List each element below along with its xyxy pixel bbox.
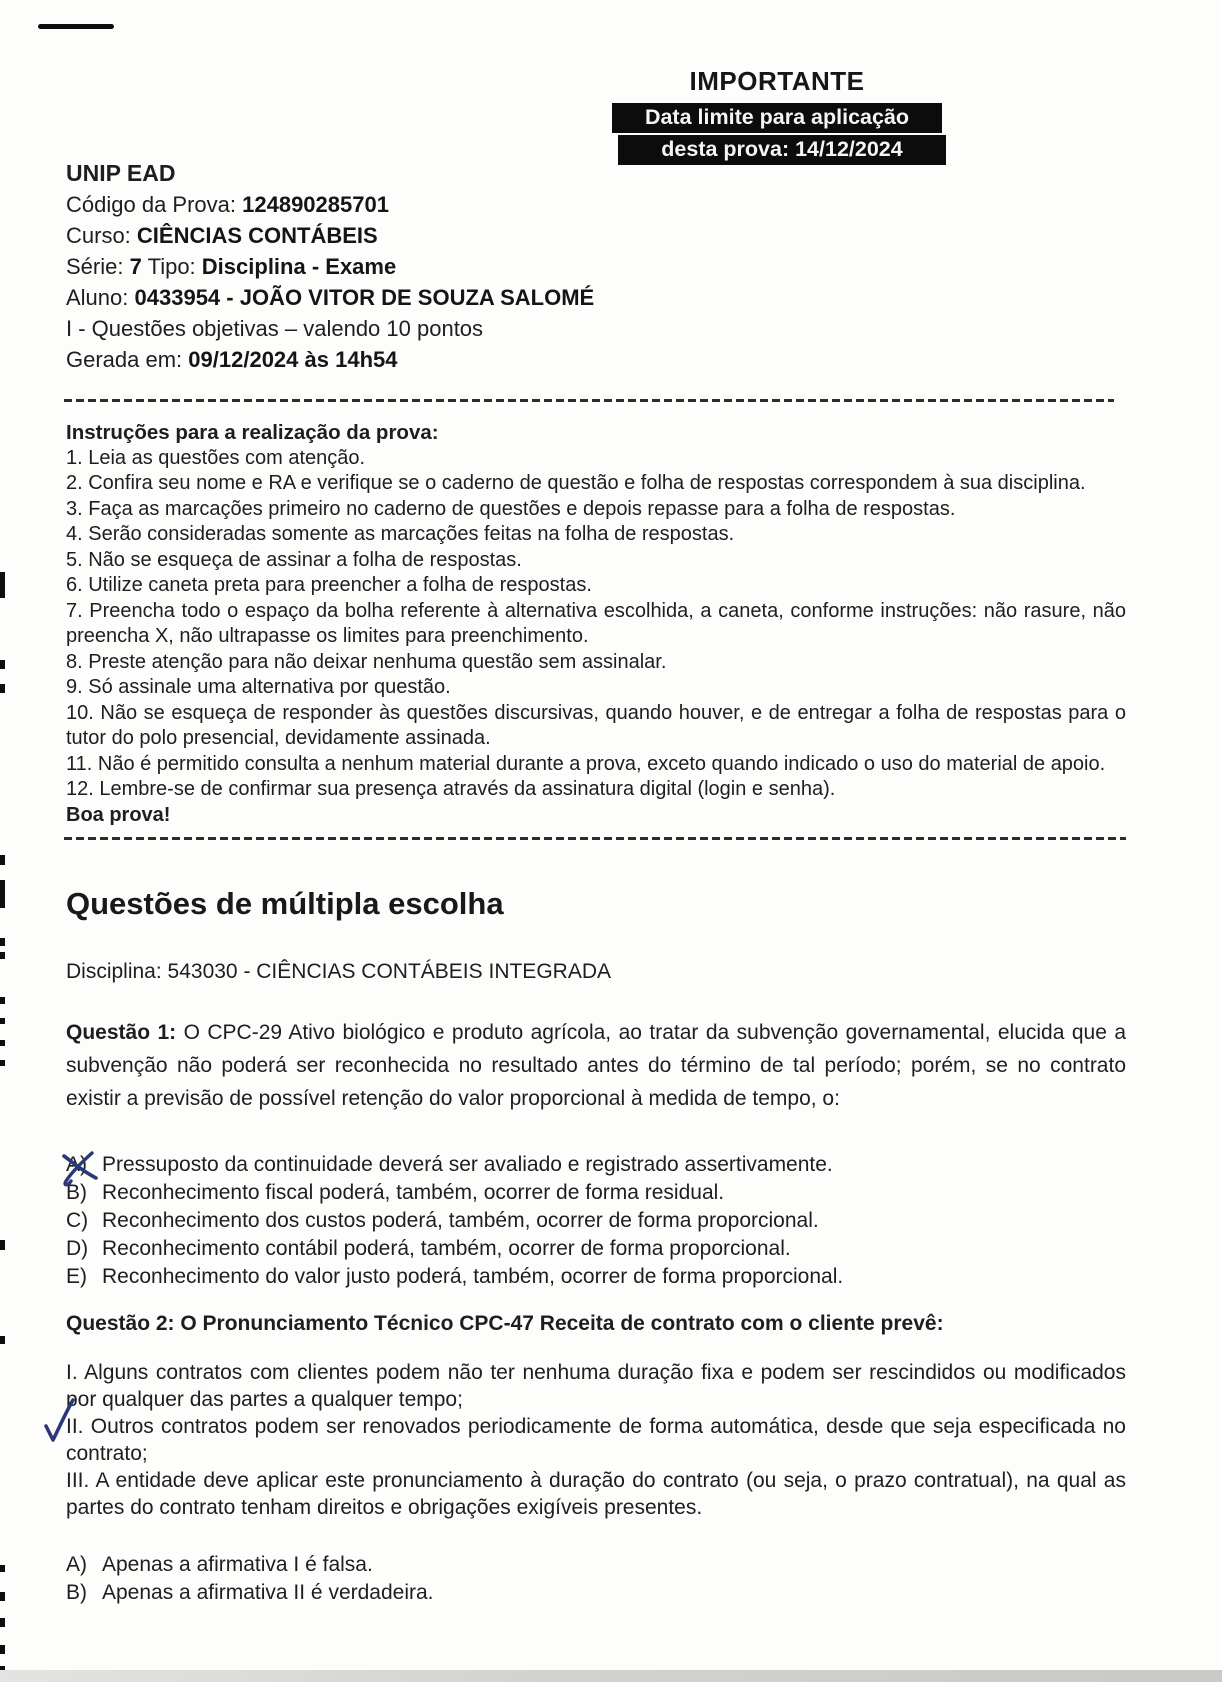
type-label: Tipo: (147, 254, 196, 279)
question-1-text: O CPC-29 Ativo biológico e produto agrícola, ao tratar da subvenção governamental, elucida que a subvenção não poderá ser reconhecida no resultado antes do término de tal período; porém, se no contrato existir a previsão de possível retenção do valor proporcional à medida de tempo, o: (66, 1021, 1126, 1110)
option-c (66, 1207, 1126, 1235)
scan-artifact (0, 1018, 5, 1024)
question-2-options (66, 1551, 1126, 1606)
student-label: Aluno: (66, 285, 129, 310)
scan-artifact (0, 855, 5, 865)
dashed-separator (64, 837, 1126, 840)
scan-artifact (0, 572, 5, 598)
type-value: Disciplina - Exame (201, 254, 397, 279)
option-a (66, 1151, 1126, 1179)
course-line (66, 220, 594, 251)
instruction-item: 1. Leia as questões com atenção. (66, 446, 366, 469)
option-d (66, 1235, 1126, 1263)
option-text: Apenas a afirmativa I é falsa. (102, 1553, 373, 1576)
option-letter: E) (66, 1265, 87, 1288)
scan-artifact (0, 880, 5, 908)
scan-artifact (0, 938, 5, 946)
section-heading: Questões de múltipla escolha (66, 886, 504, 921)
series-value: 7 (129, 254, 142, 279)
statement-iii: III. A entidade deve aplicar este pronunciamento à duração do contrato (ou seja, o prazo contratual), na qual as partes do contrato tenham direitos e obrigações exigíveis presentes. (66, 1469, 1126, 1519)
instruction-item: 2. Confira seu nome e RA e verifique se o caderno de questão e folha de respostas correspondem à sua disciplina. (66, 472, 1086, 494)
instruction-item: 10. Não se esqueça de responder às questões discursivas, quando houver, e de entregar a folha de respostas para o tutor do polo presencial, devidamente assinada. (66, 701, 1126, 749)
instruction-item: 6. Utilize caneta preta para preencher a folha de respostas. (66, 574, 592, 596)
student-value: 0433954 - JOÃO VITOR DE SOUZA SALOMÉ (134, 285, 595, 310)
option-a (66, 1551, 1126, 1579)
deadline-line-1: Data limite para aplicação (612, 103, 942, 133)
instruction-item: 11. Não é permitido consulta a nenhum material durante a prova, exceto quando indicado o uso do material de apoio. (66, 752, 1106, 775)
generated-line (66, 344, 594, 375)
question-1-statement (66, 1016, 1126, 1115)
series-type-line (66, 251, 594, 282)
exam-code-line (66, 189, 594, 220)
discipline-line: Disciplina: 543030 - CIÊNCIAS CONTÁBEIS INTEGRADA (66, 960, 611, 983)
question-1-options (66, 1151, 1126, 1291)
generated-label: Gerada em: (66, 347, 183, 372)
scan-artifact (0, 1040, 5, 1046)
important-heading: IMPORTANTE (689, 66, 865, 96)
dashed-separator (64, 399, 1114, 402)
instructions-closing: Boa prova! (66, 803, 171, 826)
exam-code-label: Código da Prova: (66, 192, 236, 217)
instruction-item: 9. Só assinale uma alternativa por questão. (66, 676, 451, 698)
question-2-statement (66, 1310, 1126, 1337)
option-letter: C) (66, 1209, 89, 1232)
statement-i: I. Alguns contratos com clientes podem não ter nenhuma duração fixa e podem ser rescindidos ou modificados por qualquer das partes a qualquer tempo; (66, 1361, 1126, 1411)
scan-edge-band (0, 1670, 1222, 1682)
instruction-item: 8. Preste atenção para não deixar nenhuma questão sem assinalar. (66, 650, 667, 673)
question-2-text: O Pronunciamento Técnico CPC-47 Receita de contrato com o cliente prevê: (180, 1312, 944, 1335)
course-label: Curso: (66, 223, 131, 248)
scan-artifact (0, 1565, 5, 1572)
option-b (66, 1179, 1126, 1207)
instruction-item: 5. Não se esqueça de assinar a folha de respostas. (66, 548, 522, 571)
deadline-line-2: desta prova: 14/12/2024 (618, 135, 946, 165)
scan-artifact (0, 660, 5, 669)
option-letter: B) (66, 1580, 87, 1604)
option-text: Pressuposto da continuidade deverá ser avaliado e registrado assertivamente. (102, 1153, 833, 1176)
scan-artifact (0, 1060, 5, 1066)
option-text: Reconhecimento contábil poderá, também, ocorrer de forma proporcional. (102, 1237, 791, 1260)
scan-artifact (0, 952, 5, 959)
question-2 (66, 1310, 1126, 1606)
option-letter: B) (66, 1181, 87, 1204)
scan-artifact (0, 684, 5, 693)
instructions-block (66, 420, 1126, 828)
scan-artifact (0, 1240, 5, 1250)
exam-code-value: 124890285701 (242, 192, 389, 217)
instruction-item: 7. Preencha todo o espaço da bolha referente à alternativa escolhida, a caneta, conforme instruções: não rasure, não preencha X, não ultrapasse os limites para preenchimento. (66, 599, 1126, 647)
generated-value: 09/12/2024 às 14h54 (188, 347, 398, 372)
scan-artifact (0, 1592, 5, 1601)
deadline-banner (612, 66, 942, 167)
institution-name: UNIP EAD (66, 160, 176, 186)
scan-artifact (38, 24, 114, 29)
course-value: CIÊNCIAS CONTÁBEIS (136, 223, 378, 248)
instruction-item: 3. Faça as marcações primeiro no caderno de questões e depois repasse para a folha de respostas. (66, 497, 956, 520)
statement-ii: II. Outros contratos podem ser renovados periodicamente de forma automática, desde que seja especificada no contrato; (66, 1415, 1126, 1465)
question-2-statements (66, 1359, 1126, 1521)
option-text: Reconhecimento dos custos poderá, também, ocorrer de forma proporcional. (102, 1209, 819, 1232)
question-1-label: Questão 1: (66, 1021, 177, 1044)
instruction-item: 12. Lembre-se de confirmar sua presença através da assinatura digital (login e senha). (66, 778, 836, 800)
option-text: Reconhecimento fiscal poderá, também, ocorrer de forma residual. (102, 1181, 725, 1204)
question-2-label: Questão 2: (66, 1312, 175, 1335)
option-text: Reconhecimento do valor justo poderá, também, ocorrer de forma proporcional. (102, 1265, 844, 1288)
exam-info (66, 158, 594, 375)
instructions-title: Instruções para a realização da prova: (66, 421, 439, 444)
option-letter: A) (66, 1153, 87, 1176)
option-b (66, 1579, 1126, 1607)
section-line: I - Questões objetivas – valendo 10 pontos (66, 316, 484, 341)
scan-artifact (0, 997, 5, 1004)
series-label: Série: (66, 254, 124, 279)
option-letter: A) (66, 1553, 87, 1576)
option-e (66, 1263, 1126, 1291)
scan-artifact (0, 1645, 5, 1654)
scan-artifact (0, 1336, 5, 1344)
option-text: Apenas a afirmativa II é verdadeira. (102, 1580, 434, 1604)
instruction-item: 4. Serão consideradas somente as marcações feitas na folha de respostas. (66, 523, 735, 545)
student-line (66, 282, 594, 313)
question-1 (66, 1016, 1126, 1291)
scan-artifact (0, 1618, 5, 1627)
option-letter: D) (66, 1237, 89, 1260)
